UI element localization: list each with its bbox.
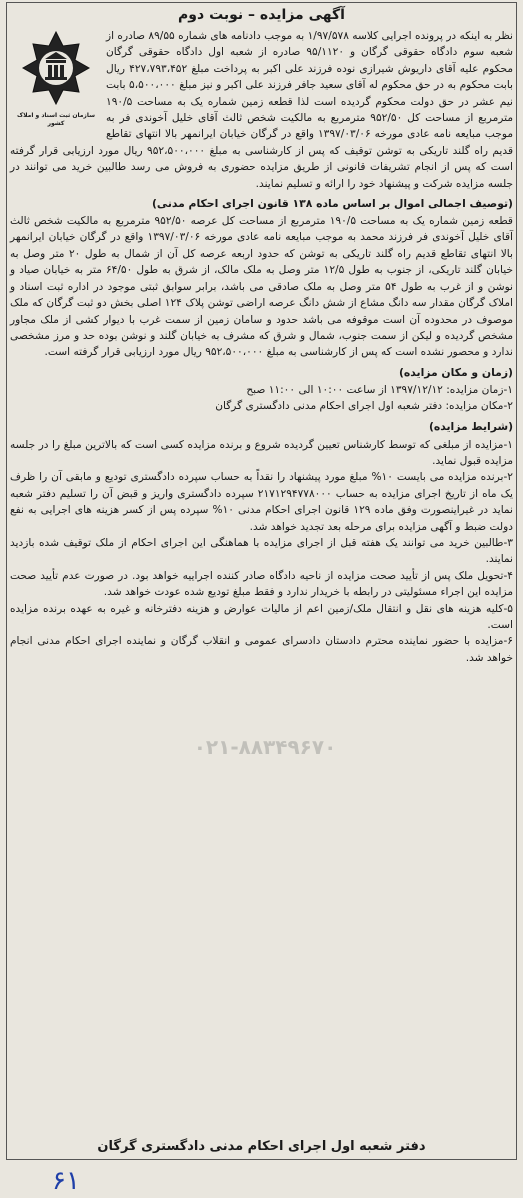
watermark-phone: ۰۲۱-۸۸۳۴۹۶۷۰ — [193, 735, 337, 759]
condition-item: ۲-برنده مزایده می بایست ۱۰% مبلغ مورد پیشنهاد را نقداً به حساب سپرده دادگستری تودیع و مابقی آن را ظرف یک ماه از تاریخ اجرای مزایده به حساب ۲۱۷۱۲۹۴۷۷۸۰۰۰ سپرده دادگستری واریز و قبض آن را تسلیم دفتر شعبه نماید در غیراینصورت وفق ماده ۱۲۹ قانون اجرای احکام مدنی ۱۰% سپرده پس از کسر هزینه های اجرایی به نفع دولت ضبط و آگهی مزایده برای مرحله بعد تجدید خواهد شد. — [10, 471, 513, 533]
condition-item: ۶-مزایده با حضور نماینده محترم دادستان دادسرای عمومی و انقلاب گرگان و نماینده اجرای احکام مدنی انجام خواهد شد. — [10, 635, 513, 664]
condition-item: ۵-کلیه هزینه های نقل و انتقال ملک/زمین اعم از مالیات عوارض و هزینه دفترخانه و غیره به عهده برنده مزایده است. — [10, 602, 513, 631]
organization-logo — [12, 30, 100, 128]
handwritten-mark: ۶۱ — [52, 1166, 80, 1196]
conditions-list — [10, 437, 513, 667]
place-line: ۲-مکان مزایده: دفتر شعبه اول اجرای احکام مدنی دادگستری گرگان — [215, 400, 513, 413]
intro-paragraph: نظر به اینکه در پرونده اجرایی کلاسه ۱/۹۷/۵۷۸ به موجب دادنامه های شماره ۸۹/۵۵ صادره از شعبه سوم دادگاه حقوقی گرگان و ۹۵/۱۱۲۰ صادره از شعبه اول دادگاه حقوقی گرگان محکوم علیه آقای داریوش شیرازی نوده فرزند علی اکبر به پرداخت مبلغ ۴۲۷،۷۹۳،۴۵۲ ریال بابت محکوم به در حق محکوم له آقای سعید جافر فرزند علی اکبر و نیز مبلغ ۵،۵۰۰،۰۰۰ بابت نیم عشر در حق دولت محکوم گردیده است لذا قطعه زمین شماره یک به مساحت ۱۹۰/۵ مترمربع از مساحت کل ۹۵۲/۵۰ مترمربع به مالکیت شخص ثالث آقای خلیل آخوندی فر به موجب مبایعه نامه عادی مورخه ۱۳۹۷/۰۳/۰۶ واقع در گرگان خیابان ایرانمهر بالا انتهای تقاطع قدیم راه گلند تاریکی به توشن توقیف که پس از کارشناسی به مبلغ ۹۵۲،۵۰۰،۰۰۰ ریال مورد ارزیابی قرار گرفته است که پس از انجام تشریفات قانونی از طریق مزایده حضوری به فروش می رسد طالبین خرید می توانند در جلسه مزایده شرکت و پیشنهاد خود را ارائه و تسلیم نمایند. — [10, 30, 514, 190]
condition-item: ۴-تحویل ملک پس از تأیید صحت مزایده از ناحیه دادگاه صادر کننده اجراییه خواهد بود. در صورت عدم تأیید صحت مزایده این اجراء مسئولیتی در رابطه با خریدار ندارد و فقط مبلغ تودیع شده عودت خواهد شد. — [10, 569, 513, 599]
description-paragraph: قطعه زمین شماره یک به مساحت ۱۹۰/۵ مترمربع از مساحت کل عرصه ۹۵۲/۵۰ مترمربع به مالکیت شخص ثالث آقای خلیل آخوندی فر فرزند محمد به موجب مبایعه نامه عادی مورخه ۱۳۹۷/۰۳/۰۶ واقع در گرگان خیابان ایرانمهر بالا انتهای تقاطع قدیم راه گلند تاریکی به توشن که حدود اربعه عرصه کل آن از شمال به طول ۲۰ متر وصل به خیابان گلند تاریکی، از جنوب به طول ۱۲/۵ متر وصل به ملک مالک، از شرق به طول ۶۴/۵۰ متر به خیابان صیاد و نوشن و از غرب به طول ۵۴ متر وصل به ملک صادقی می باشد، برابر سوابق ثبتی موجود در اداره ثبت اسناد و املاک گرگان مقدار سه دانگ مشاع از شش دانگ عرصه اراضی توشن پلاک ۱۲۴ اصلی بخش دو ثبت گرگان که ملک موصوف در محدوده آن است موقوفه می باشد حدود و سامان زمین از سمت غرب با دیوار کشی از ملک مجاور مشخص گردیده و لیکن از سمت جنوب، شمال و شرق که مشرف به خیابان گلند و نوشن بوده حد و مرز مشخصی ندارد و محصور نشده است که پس از کارشناسی به مبلغ ۹۵۲،۵۰۰،۰۰۰ ریال مورد ارزیابی قرار گرفته است. — [10, 215, 513, 359]
conditions-heading: (شرایط مزایده) — [428, 419, 513, 433]
notice-title: آگهی مزایده – نوبت دوم — [178, 7, 345, 23]
description-heading: (توصیف اجمالی اموال بر اساس ماده ۱۳۸ قانون اجرای احکام مدنی) — [151, 197, 513, 211]
signature: دفتر شعبه اول اجرای احکام مدنی دادگستری گرگان — [97, 1139, 426, 1154]
condition-item: ۱-مزایده از مبلغی که توسط کارشناس تعیین گردیده شروع و برنده مزایده کسی است که بالاترین مبلغ را در جلسه مزایده قبول نماید. — [10, 438, 513, 467]
time-line: ۱-زمان مزایده: ۱۳۹۷/۱۲/۱۲ از ساعت ۱۰:۰۰ الی ۱۱:۰۰ صبح — [246, 383, 513, 396]
condition-item: ۳-طالبین خرید می توانند یک هفته قبل از اجرای مزایده با هماهنگی این اجرای احکام از ملک توقیف شده بازدید نمایند. — [10, 536, 513, 566]
logo-caption: سازمان ثبت اسناد و املاک کشور — [16, 112, 96, 127]
emblem-icon — [19, 30, 93, 110]
time-heading: (زمان و مکان مزایده) — [398, 365, 513, 379]
